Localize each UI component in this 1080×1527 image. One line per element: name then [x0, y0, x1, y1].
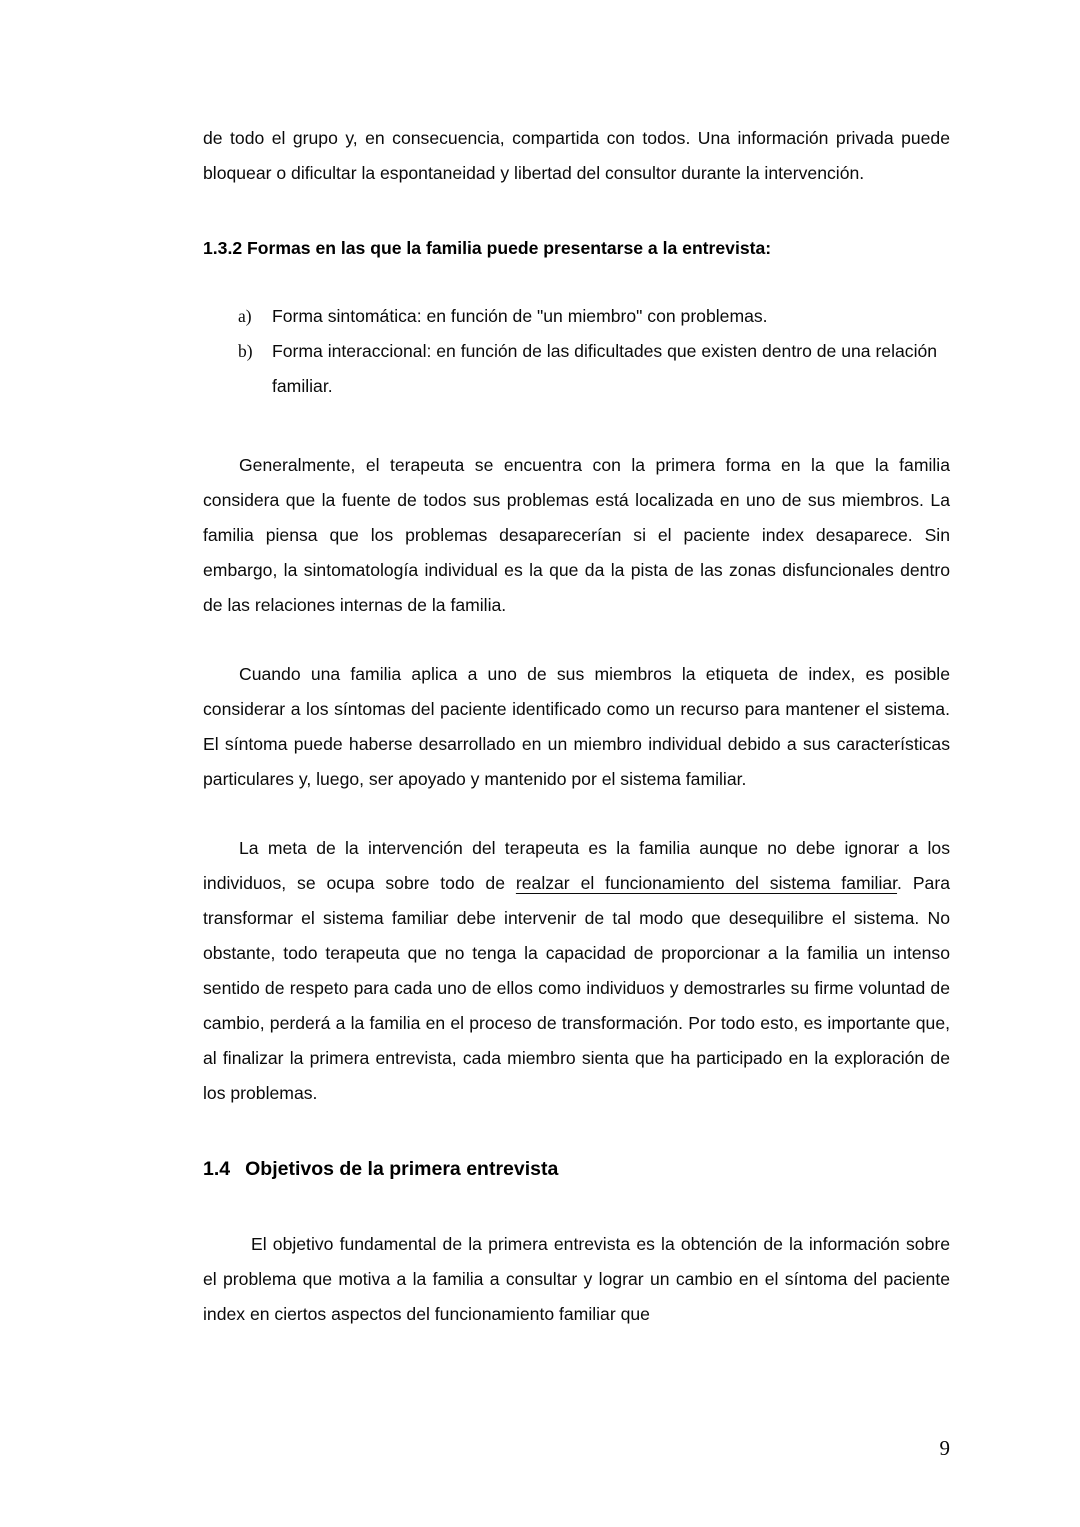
page-number: 9: [939, 1436, 950, 1460]
paragraph-el-objetivo: El objetivo fundamental de la primera entrevista es la obtención de la información sobre el problema que motiva a la familia a consultar y lograr un cambio en el síntoma del paciente index en ciertos aspectos del funcionamiento familiar que: [203, 1234, 950, 1324]
forms-list: [203, 299, 950, 404]
list-item-text: Forma interaccional: en función de las dificultades que existen dentro de una relación familiar.: [272, 341, 938, 396]
heading-1-3-2: 1.3.2 Formas en las que la familia puede presentarse a la entrevista:: [203, 238, 772, 258]
paragraph-text-before-underline: La meta de la intervención del terapeuta es la familia aunque no debe ignorar a los individuos, se ocupa sobre todo de: [203, 838, 950, 893]
underlined-phrase: realzar el funcionamiento del sistema familiar: [515, 873, 898, 893]
paragraph-continuation: de todo el grupo y, en consecuencia, compartida con todos. Una información privada puede bloquear o dificultar la espontaneidad y libertad del consultor durante la intervención.: [203, 128, 950, 183]
spacer: [203, 623, 950, 657]
list-item: [203, 299, 950, 334]
heading-title: Objetivos de la primera entrevista: [245, 1158, 559, 1180]
spacer: [203, 261, 950, 299]
page-content: [203, 121, 950, 1332]
list-marker: a): [238, 306, 252, 326]
spacer: [203, 191, 950, 235]
heading-1-4: [203, 1155, 950, 1183]
paragraph-cuando: Cuando una familia aplica a uno de sus miembros la etiqueta de index, es posible considerar a los síntomas del paciente identificado como un recurso para mantener el sistema. El síntoma puede haberse desarrollado en un miembro individual debido a sus características particulares y, luego, ser apoyado y mantenido por el sistema familiar.: [203, 664, 950, 789]
paragraph-generalmente: Generalmente, el terapeuta se encuentra con la primera forma en la que la familia considera que la fuente de todos sus problemas está localizada en uno de sus miembros. La familia piensa que los problemas desaparecerían si el paciente index desaparece. Sin embargo, la sintomatología individual es la que da la pista de las zonas disfuncionales dentro de las relaciones internas de la familia.: [203, 455, 950, 615]
spacer: [203, 1111, 950, 1155]
spacer: [203, 797, 950, 831]
paragraph-text-after-underline: . Para transformar el sistema familiar debe intervenir de tal modo que desequilibre el sistema. No obstante, todo terapeuta que no tenga la capacidad de proporcionar a la familia un intenso sentido de respeto para cada uno de ellos como individuos y demostrarles su firme voluntad de cambio, perderá a la familia en el proceso de transformación. Por todo esto, es importante que, al finalizar la primera entrevista, cada miembro sienta que ha participado en la exploración de los problemas.: [203, 873, 950, 1103]
paragraph-la-meta: [203, 831, 950, 1111]
spacer: [203, 404, 950, 448]
list-item-text: Forma sintomática: en función de "un miembro" con problemas.: [272, 306, 768, 326]
spacer: [203, 1183, 950, 1227]
list-item: [203, 334, 950, 404]
list-marker: b): [238, 341, 253, 361]
heading-number: 1.4: [203, 1158, 231, 1180]
